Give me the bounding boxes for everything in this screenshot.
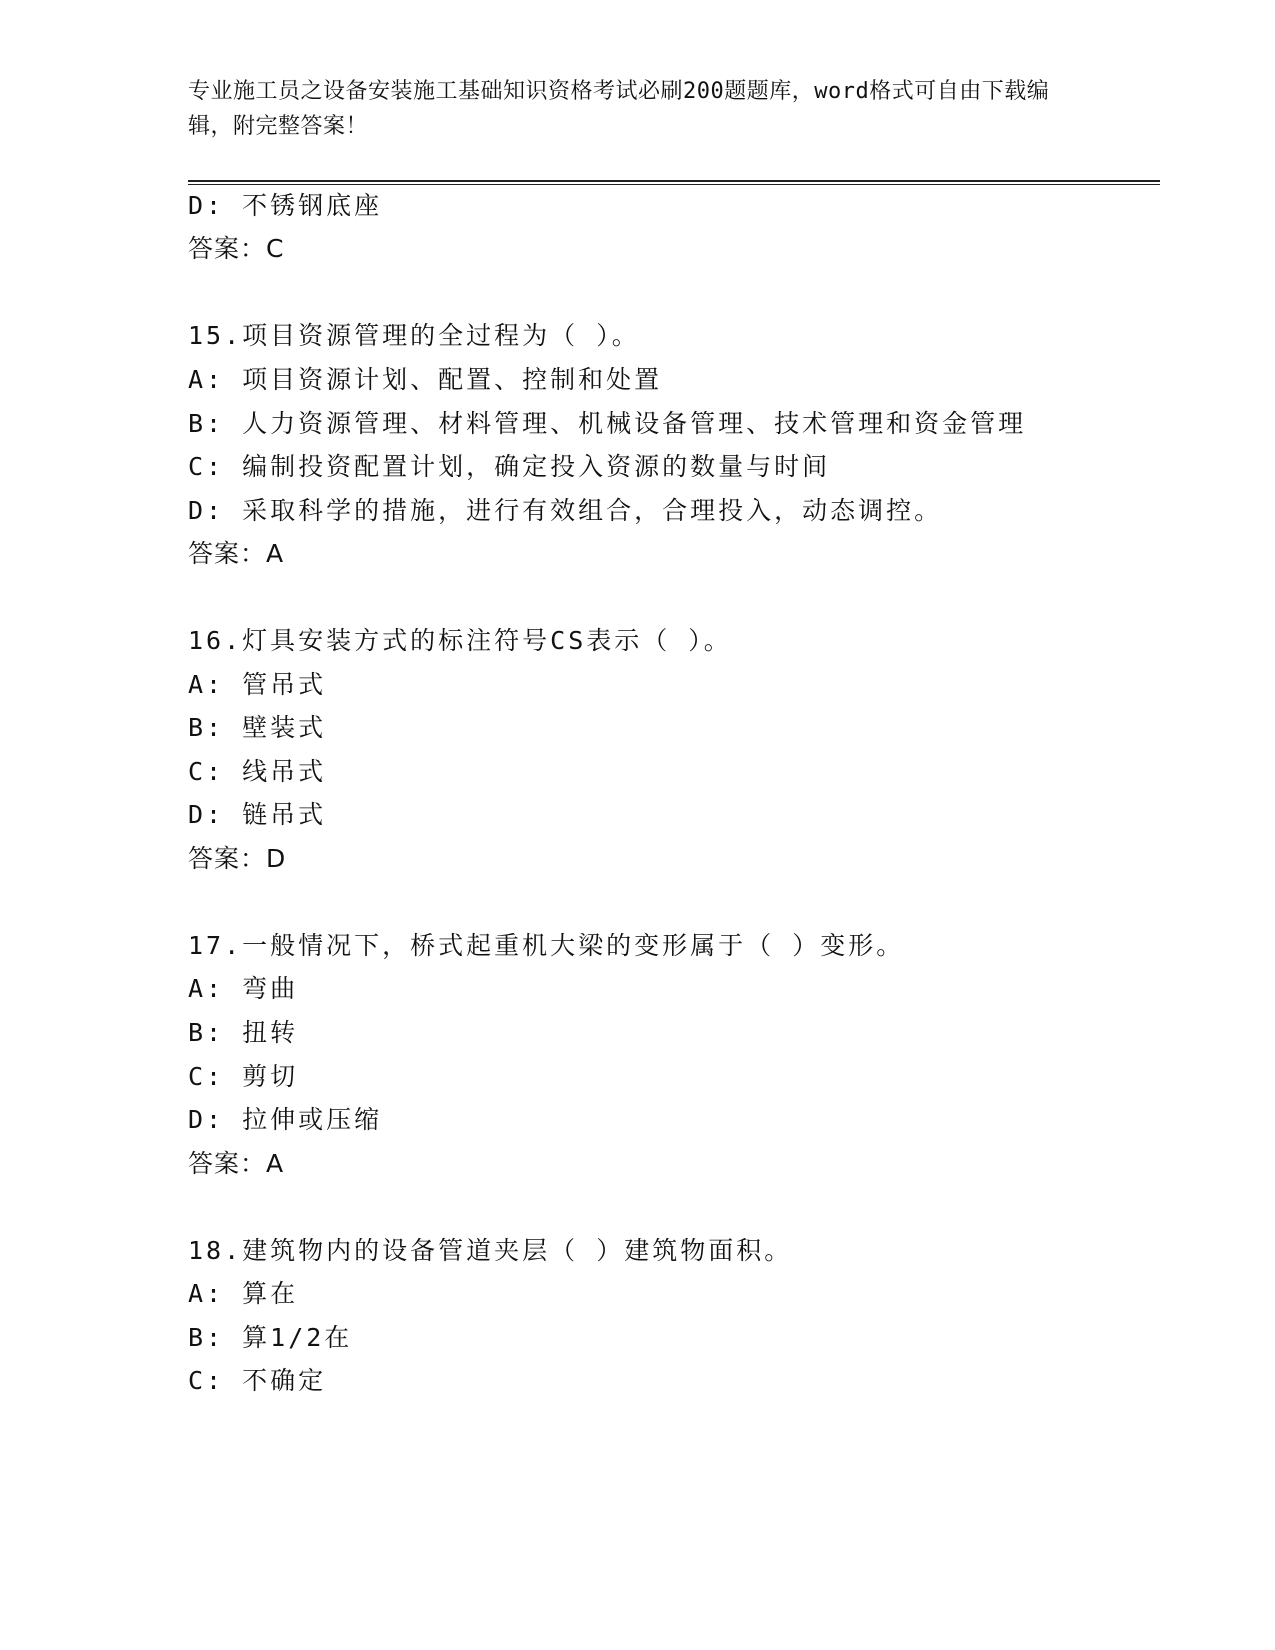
option-line: C: 编制投资配置计划，确定投入资源的数量与时间	[188, 452, 831, 481]
header-rule-bottom	[188, 184, 1160, 185]
option-line: C: 线吊式	[188, 757, 327, 786]
question-line: 17.一般情况下，桥式起重机大梁的变形属于（ ）变形。	[188, 931, 905, 960]
option-line: A: 项目资源计划、配置、控制和处置	[188, 365, 663, 394]
option-line: A: 算在	[188, 1279, 299, 1308]
answer-line: 答案：A	[188, 1149, 285, 1178]
option-line: D: 不锈钢底座	[188, 191, 383, 220]
option-line: D: 拉伸或压缩	[188, 1105, 383, 1134]
option-line: D: 链吊式	[188, 800, 327, 829]
question-line: 15.项目资源管理的全过程为（ ）。	[188, 321, 640, 350]
answer-line: 答案：D	[188, 844, 287, 873]
answer-line: 答案：A	[188, 539, 285, 568]
option-line: A: 管吊式	[188, 670, 327, 699]
option-line: C: 不确定	[188, 1366, 327, 1395]
option-line: B: 壁装式	[188, 713, 327, 742]
header-rule-top	[188, 180, 1160, 182]
option-line: B: 人力资源管理、材料管理、机械设备管理、技术管理和资金管理	[188, 409, 1027, 438]
option-line: D: 采取科学的措施，进行有效组合，合理投入，动态调控。	[188, 496, 943, 525]
option-line: A: 弯曲	[188, 974, 299, 1003]
answer-line: 答案：C	[188, 234, 285, 263]
document-header: 专业施工员之设备安装施工基础知识资格考试必刷200题题库，word格式可自由下载编辑，附完整答案！	[188, 79, 1050, 139]
question-line: 18.建筑物内的设备管道夹层（ ）建筑物面积。	[188, 1236, 793, 1265]
option-line: C: 剪切	[188, 1062, 299, 1091]
question-line: 16.灯具安装方式的标注符号CS表示（ ）。	[188, 626, 732, 655]
option-line: B: 算1/2在	[188, 1323, 353, 1352]
option-line: B: 扭转	[188, 1018, 299, 1047]
